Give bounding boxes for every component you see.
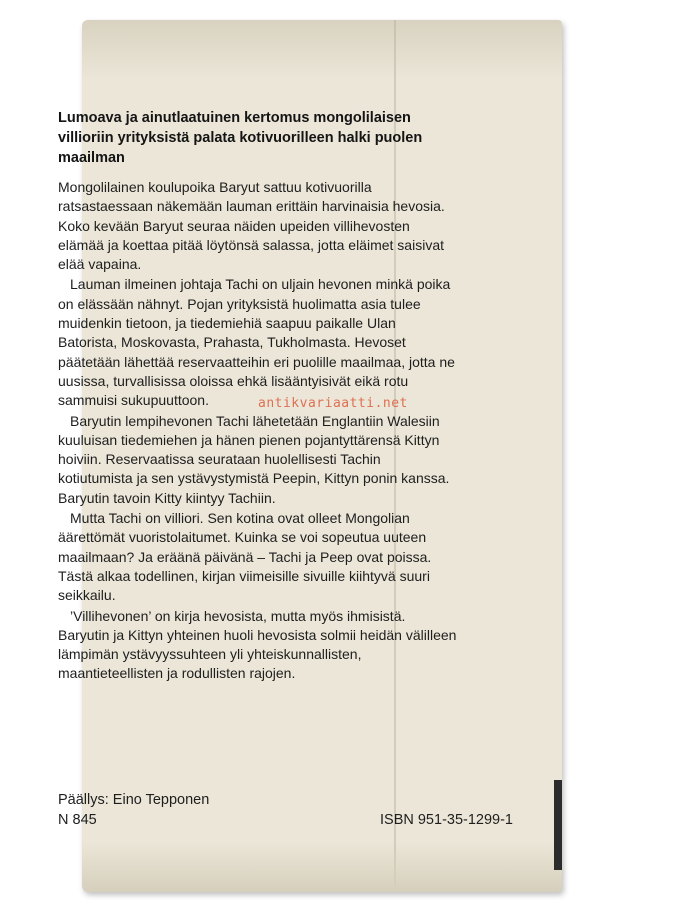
cover-wear-top xyxy=(82,20,562,80)
blurb-paragraph: Mongolilainen koulupoika Baryut sattuu kotivuorilla ratsastaessaan näkemään lauman erittäin harvinaisia hevosia. Koko kevään Baryut seuraa näiden upeiden villihevosten elämää ja koettaa pitää löytönsä salassa, jotta eläimet saisivat elää vapaina. xyxy=(58,179,445,273)
cover-credits xyxy=(58,790,209,830)
catalog-code: N 845 xyxy=(58,812,97,828)
blurb-headline: Lumoava ja ainutlaatuinen kertomus mongolilaisen villioriin yrityksistä palata kotivuorilleen halki puolen maailman xyxy=(58,110,423,166)
isbn-number: ISBN 951-35-1299-1 xyxy=(380,812,513,828)
blurb-paragraph: Lauman ilmeinen johtaja Tachi on uljain hevonen minkä poika on elässään nähnyt. Pojan yrityksistä huolimatta asia tulee muidenkin tietoon, ja tiedemiehiä saapuu paikalle Ulan Batorista, Moskovasta, Prahasta, Tukholmasta. Hevoset päätetään lähettää reservaatteihin eri puolille maailmaa, jotta ne uusissa, turvallisissa oloissa ehkä lisääntyisivät eikä rotu sammuisi sukupuuttoon. xyxy=(58,276,455,409)
blurb-paragraph: Mutta Tachi on villiori. Sen kotina ovat olleet Mongolian äärettömät vuoristolaitumet. Kuinka se voi sopeutua uuteen maailmaan? Ja eräänä päivänä – Tachi ja Peep ovat poissa. Tästä alkaa todellinen, kirjan viimeisille sivuille kiihtyvä suuri seikkailu. xyxy=(58,510,432,604)
spine-edge xyxy=(554,780,562,870)
blurb-paragraph: ’Villihevonen’ on kirja hevosista, mutta myös ihmisistä. Baryutin ja Kittyn yhteinen huoli hevosista solmii heidän välilleen lämpimän ystävyyssuhteen yli yhteiskunnallisten, maantieteellisten ja rodullisten rajojen. xyxy=(58,607,457,682)
seller-watermark: antikvariaatti.net xyxy=(258,396,408,411)
blurb-paragraph: Baryutin lempihevonen Tachi lähetetään Englantiin Walesiin kuuluisan tiedemiehen ja hänen pienen pojantyttärensä Kittyn hoiviin. Reservaatissa seurataan huolellisesti Tachin kotiutumista ja sen ystävystymistä Peepin, Kittyn ponin kanssa. Baryutin tavoin Kitty kiintyy Tachiin. xyxy=(58,412,450,506)
cover-wear-bottom xyxy=(82,842,562,892)
cover-designer-credit: Päällys: Eino Tepponen xyxy=(58,792,210,808)
blurb-body xyxy=(58,178,458,685)
